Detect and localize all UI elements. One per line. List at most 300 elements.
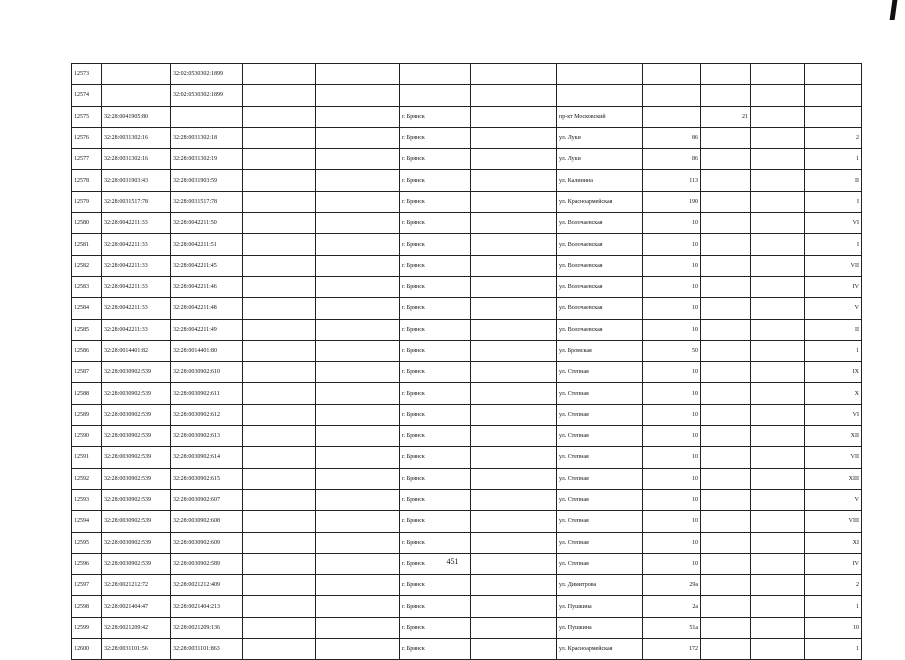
- cell-record-number: 12599: [72, 617, 102, 638]
- cell-house-number: 10: [643, 426, 701, 447]
- cell-city: г. Брянск: [400, 617, 471, 638]
- cell-col-5: [316, 340, 400, 361]
- cell-col-4: [243, 149, 316, 170]
- cell-col-5: [316, 234, 400, 255]
- cell-col-4: [243, 276, 316, 297]
- cell-col-5: [316, 127, 400, 148]
- cell-premises-number: 1: [805, 340, 862, 361]
- cell-house-number: 10: [643, 383, 701, 404]
- cell-col-4: [243, 617, 316, 638]
- cell-parent-cadastral-number: 32:28:0041905:80: [102, 106, 171, 127]
- cell-col-5: [316, 276, 400, 297]
- table-row: [72, 532, 862, 553]
- cell-col-7: [471, 276, 557, 297]
- cell-parent-cadastral-number: 32:28:0031101:56: [102, 639, 171, 660]
- cell-premises-number: [805, 64, 862, 85]
- cell-city: [400, 85, 471, 106]
- cell-col-7: [471, 447, 557, 468]
- cell-parent-cadastral-number: 32:28:0021209:42: [102, 617, 171, 638]
- cell-record-number: 12597: [72, 575, 102, 596]
- cell-col-7: [471, 170, 557, 191]
- cell-parent-cadastral-number: 32:28:0030902:539: [102, 532, 171, 553]
- cell-col-5: [316, 149, 400, 170]
- cell-house-number: 86: [643, 149, 701, 170]
- cell-house-number: 190: [643, 191, 701, 212]
- cell-col-4: [243, 255, 316, 276]
- cell-col-4: [243, 64, 316, 85]
- cell-col-11: [751, 149, 805, 170]
- cell-record-number: 12576: [72, 127, 102, 148]
- cell-premises-number: 1: [805, 639, 862, 660]
- cell-record-number: 12593: [72, 489, 102, 510]
- cell-cadastral-number: 32:28:0030902:611: [171, 383, 243, 404]
- cell-parent-cadastral-number: 32:28:0030902:539: [102, 553, 171, 574]
- cell-cadastral-number: 32:28:0042211:51: [171, 234, 243, 255]
- cell-parent-cadastral-number: 32:28:0030902:539: [102, 383, 171, 404]
- cell-city: г. Брянск: [400, 127, 471, 148]
- cell-record-number: 12590: [72, 426, 102, 447]
- cell-cadastral-number: 32:28:0030902:612: [171, 404, 243, 425]
- cell-city: г. Брянск: [400, 468, 471, 489]
- cell-building-number: [701, 383, 751, 404]
- cell-cadastral-number: 32:02:0530302:1899: [171, 85, 243, 106]
- cell-col-7: [471, 298, 557, 319]
- cell-record-number: 12584: [72, 298, 102, 319]
- cell-building-number: [701, 426, 751, 447]
- cell-col-4: [243, 191, 316, 212]
- cell-col-4: [243, 127, 316, 148]
- cell-premises-number: VI: [805, 213, 862, 234]
- cell-cadastral-number: 32:28:0031903:59: [171, 170, 243, 191]
- cell-col-4: [243, 319, 316, 340]
- cell-premises-number: 2: [805, 575, 862, 596]
- table-row: [72, 617, 862, 638]
- cell-street: ул. Димитрова: [557, 575, 643, 596]
- cell-building-number: [701, 489, 751, 510]
- cell-col-5: [316, 617, 400, 638]
- cell-city: г. Брянск: [400, 639, 471, 660]
- cell-parent-cadastral-number: 32:28:0021212:72: [102, 575, 171, 596]
- cell-col-4: [243, 362, 316, 383]
- cell-premises-number: XIII: [805, 468, 862, 489]
- cell-cadastral-number: 32:28:0031302:18: [171, 127, 243, 148]
- cell-col-11: [751, 404, 805, 425]
- cell-house-number: 10: [643, 468, 701, 489]
- cell-cadastral-number: 32:28:0030902:614: [171, 447, 243, 468]
- cell-building-number: [701, 64, 751, 85]
- cell-cadastral-number: 32:28:0030902:609: [171, 532, 243, 553]
- cell-premises-number: II: [805, 319, 862, 340]
- cell-city: г. Брянск: [400, 191, 471, 212]
- cell-street: ул. Степная: [557, 404, 643, 425]
- cell-record-number: 12582: [72, 255, 102, 276]
- cell-col-7: [471, 213, 557, 234]
- cell-house-number: [643, 106, 701, 127]
- cell-premises-number: [805, 85, 862, 106]
- cell-house-number: 10: [643, 447, 701, 468]
- cell-street: ул. Волочаевская: [557, 319, 643, 340]
- cell-col-4: [243, 106, 316, 127]
- cell-col-5: [316, 106, 400, 127]
- cell-col-5: [316, 596, 400, 617]
- cell-cadastral-number: 32:28:0042211:50: [171, 213, 243, 234]
- table-row: [72, 170, 862, 191]
- cell-col-11: [751, 511, 805, 532]
- cell-col-7: [471, 404, 557, 425]
- cell-record-number: 12573: [72, 64, 102, 85]
- cell-record-number: 12596: [72, 553, 102, 574]
- cell-col-5: [316, 64, 400, 85]
- cell-street: ул. Степная: [557, 532, 643, 553]
- cell-street: [557, 64, 643, 85]
- cell-col-4: [243, 489, 316, 510]
- cell-col-7: [471, 255, 557, 276]
- cell-col-11: [751, 383, 805, 404]
- cell-col-4: [243, 404, 316, 425]
- cell-street: ул. Волочаевская: [557, 213, 643, 234]
- cell-col-11: [751, 234, 805, 255]
- cell-city: г. Брянск: [400, 362, 471, 383]
- cell-building-number: [701, 213, 751, 234]
- cell-house-number: 2а: [643, 596, 701, 617]
- cell-city: г. Брянск: [400, 319, 471, 340]
- cell-col-7: [471, 532, 557, 553]
- cell-cadastral-number: 32:28:0031517:78: [171, 191, 243, 212]
- cell-parent-cadastral-number: 32:28:0031903:43: [102, 170, 171, 191]
- cell-record-number: 12574: [72, 85, 102, 106]
- cell-street: ул. Красноармейская: [557, 191, 643, 212]
- cell-city: г. Брянск: [400, 255, 471, 276]
- cell-col-7: [471, 511, 557, 532]
- table-row: [72, 234, 862, 255]
- cell-record-number: 12591: [72, 447, 102, 468]
- table-row: [72, 639, 862, 660]
- cell-premises-number: V: [805, 298, 862, 319]
- cell-col-11: [751, 276, 805, 297]
- cell-col-7: [471, 85, 557, 106]
- cell-building-number: [701, 234, 751, 255]
- cell-col-7: [471, 127, 557, 148]
- cell-building-number: [701, 170, 751, 191]
- cell-cadastral-number: 32:28:0021404:213: [171, 596, 243, 617]
- cell-parent-cadastral-number: 32:28:0042211:33: [102, 298, 171, 319]
- cell-col-7: [471, 639, 557, 660]
- cell-city: г. Брянск: [400, 489, 471, 510]
- cell-street: ул. Волочаевская: [557, 234, 643, 255]
- cell-col-4: [243, 298, 316, 319]
- table-row: [72, 127, 862, 148]
- table-row: [72, 362, 862, 383]
- cadastral-table: [71, 63, 862, 660]
- cell-street: ул. Пушкина: [557, 617, 643, 638]
- cell-col-5: [316, 255, 400, 276]
- cell-col-4: [243, 170, 316, 191]
- cell-col-11: [751, 255, 805, 276]
- cell-street: пр-кт Московский: [557, 106, 643, 127]
- cell-building-number: [701, 404, 751, 425]
- cell-col-11: [751, 213, 805, 234]
- cell-premises-number: 10: [805, 617, 862, 638]
- cell-col-7: [471, 191, 557, 212]
- cell-record-number: 12580: [72, 213, 102, 234]
- cell-building-number: [701, 255, 751, 276]
- cell-parent-cadastral-number: 32:28:0030902:539: [102, 511, 171, 532]
- table-row: [72, 489, 862, 510]
- cell-cadastral-number: 32:02:0530302:1899: [171, 64, 243, 85]
- cell-building-number: [701, 298, 751, 319]
- table-row: [72, 276, 862, 297]
- cell-record-number: 12581: [72, 234, 102, 255]
- cell-col-4: [243, 383, 316, 404]
- cell-col-5: [316, 383, 400, 404]
- cell-col-11: [751, 596, 805, 617]
- cell-street: ул. Степная: [557, 511, 643, 532]
- cell-col-5: [316, 298, 400, 319]
- cell-building-number: [701, 468, 751, 489]
- cell-street: ул. Степная: [557, 553, 643, 574]
- cell-street: ул. Волочаевская: [557, 255, 643, 276]
- cell-street: ул. Красноармейская: [557, 639, 643, 660]
- cell-col-7: [471, 106, 557, 127]
- cell-premises-number: IX: [805, 362, 862, 383]
- cell-col-7: [471, 319, 557, 340]
- cell-record-number: 12598: [72, 596, 102, 617]
- table-row: [72, 191, 862, 212]
- cell-house-number: 29а: [643, 575, 701, 596]
- cell-building-number: [701, 127, 751, 148]
- cell-col-4: [243, 234, 316, 255]
- cell-col-7: [471, 426, 557, 447]
- cell-col-5: [316, 404, 400, 425]
- cell-col-5: [316, 532, 400, 553]
- cell-building-number: [701, 362, 751, 383]
- cell-col-5: [316, 575, 400, 596]
- cell-city: г. Брянск: [400, 596, 471, 617]
- cell-record-number: 12589: [72, 404, 102, 425]
- cell-house-number: 10: [643, 255, 701, 276]
- cell-col-5: [316, 511, 400, 532]
- cell-house-number: 10: [643, 234, 701, 255]
- cell-col-11: [751, 319, 805, 340]
- cell-city: г. Брянск: [400, 276, 471, 297]
- cell-col-11: [751, 106, 805, 127]
- cell-col-11: [751, 85, 805, 106]
- cell-street: ул. Степная: [557, 447, 643, 468]
- cell-col-7: [471, 64, 557, 85]
- cell-cadastral-number: [171, 106, 243, 127]
- table-row: [72, 106, 862, 127]
- cell-city: г. Брянск: [400, 340, 471, 361]
- cell-col-5: [316, 447, 400, 468]
- cell-record-number: 12577: [72, 149, 102, 170]
- cell-cadastral-number: 32:28:0030902:607: [171, 489, 243, 510]
- cell-col-5: [316, 85, 400, 106]
- table-row: [72, 340, 862, 361]
- cell-parent-cadastral-number: 32:28:0030902:539: [102, 426, 171, 447]
- cell-col-11: [751, 468, 805, 489]
- page-number: 451: [446, 557, 459, 566]
- cell-col-4: [243, 596, 316, 617]
- table-row: [72, 149, 862, 170]
- cell-col-11: [751, 575, 805, 596]
- cell-parent-cadastral-number: 32:28:0042211:33: [102, 255, 171, 276]
- cell-parent-cadastral-number: 32:28:0021404:47: [102, 596, 171, 617]
- cell-cadastral-number: 32:28:0042211:49: [171, 319, 243, 340]
- cell-col-5: [316, 468, 400, 489]
- cell-house-number: 10: [643, 489, 701, 510]
- cell-city: г. Брянск: [400, 298, 471, 319]
- cell-house-number: 10: [643, 553, 701, 574]
- cell-city: г. Брянск: [400, 553, 471, 574]
- cell-city: г. Брянск: [400, 106, 471, 127]
- cell-premises-number: IV: [805, 553, 862, 574]
- table-row: [72, 596, 862, 617]
- table-body: [72, 64, 862, 660]
- cell-house-number: 10: [643, 404, 701, 425]
- cell-premises-number: II: [805, 170, 862, 191]
- table-row: [72, 575, 862, 596]
- cell-col-5: [316, 191, 400, 212]
- cell-parent-cadastral-number: 32:28:0042211:33: [102, 319, 171, 340]
- cell-house-number: 10: [643, 276, 701, 297]
- cell-record-number: 12594: [72, 511, 102, 532]
- cell-street: [557, 85, 643, 106]
- cell-col-11: [751, 191, 805, 212]
- cell-cadastral-number: 32:28:0031302:19: [171, 149, 243, 170]
- cell-col-5: [316, 213, 400, 234]
- cell-record-number: 12575: [72, 106, 102, 127]
- cell-street: ул. Волочаевская: [557, 276, 643, 297]
- cell-cadastral-number: 32:28:0030902:589: [171, 553, 243, 574]
- cell-parent-cadastral-number: 32:28:0030902:539: [102, 447, 171, 468]
- cell-building-number: [701, 447, 751, 468]
- cell-col-5: [316, 170, 400, 191]
- cell-col-5: [316, 426, 400, 447]
- cell-col-11: [751, 447, 805, 468]
- cell-building-number: [701, 85, 751, 106]
- cell-cadastral-number: 32:28:0021212:409: [171, 575, 243, 596]
- cell-street: ул. Волочаевская: [557, 298, 643, 319]
- cell-col-7: [471, 617, 557, 638]
- cell-col-11: [751, 127, 805, 148]
- cell-col-11: [751, 340, 805, 361]
- cell-record-number: 12578: [72, 170, 102, 191]
- table-row: [72, 85, 862, 106]
- cell-premises-number: 2: [805, 127, 862, 148]
- cell-col-4: [243, 340, 316, 361]
- cell-record-number: 12585: [72, 319, 102, 340]
- cell-parent-cadastral-number: 32:28:0031517:78: [102, 191, 171, 212]
- table-row: [72, 383, 862, 404]
- cell-house-number: 172: [643, 639, 701, 660]
- cell-col-7: [471, 362, 557, 383]
- cell-col-4: [243, 468, 316, 489]
- table-row: [72, 468, 862, 489]
- cell-city: г. Брянск: [400, 404, 471, 425]
- cell-house-number: 10: [643, 213, 701, 234]
- cell-col-11: [751, 489, 805, 510]
- cell-city: г. Брянск: [400, 426, 471, 447]
- cell-col-11: [751, 170, 805, 191]
- cell-premises-number: 1: [805, 596, 862, 617]
- cell-record-number: 12579: [72, 191, 102, 212]
- cell-parent-cadastral-number: 32:28:0031302:16: [102, 149, 171, 170]
- table-row: [72, 426, 862, 447]
- cell-col-7: [471, 234, 557, 255]
- cell-house-number: 10: [643, 319, 701, 340]
- cell-city: г. Брянск: [400, 511, 471, 532]
- cell-premises-number: VI: [805, 404, 862, 425]
- table-row: [72, 404, 862, 425]
- table-row: [72, 298, 862, 319]
- cell-parent-cadastral-number: [102, 85, 171, 106]
- cell-house-number: 10: [643, 298, 701, 319]
- cell-col-4: [243, 511, 316, 532]
- cell-col-4: [243, 639, 316, 660]
- cell-record-number: 12595: [72, 532, 102, 553]
- cell-col-4: [243, 85, 316, 106]
- cell-col-7: [471, 149, 557, 170]
- cell-col-5: [316, 319, 400, 340]
- cell-cadastral-number: 32:28:0030902:608: [171, 511, 243, 532]
- cell-cadastral-number: 32:28:0031101:863: [171, 639, 243, 660]
- cell-cadastral-number: 32:28:0042211:45: [171, 255, 243, 276]
- cell-house-number: 50: [643, 340, 701, 361]
- cell-parent-cadastral-number: 32:28:0030902:539: [102, 468, 171, 489]
- cell-street: ул. Степная: [557, 426, 643, 447]
- cell-record-number: 12583: [72, 276, 102, 297]
- cell-building-number: [701, 191, 751, 212]
- cell-street: ул. Луки: [557, 149, 643, 170]
- table-row: [72, 511, 862, 532]
- scan-edge-mark: [890, 0, 898, 20]
- cell-col-11: [751, 64, 805, 85]
- cell-street: ул. Луки: [557, 127, 643, 148]
- cell-parent-cadastral-number: 32:28:0030902:539: [102, 362, 171, 383]
- cell-city: [400, 64, 471, 85]
- cell-house-number: 10: [643, 511, 701, 532]
- cell-premises-number: VII: [805, 255, 862, 276]
- cell-city: г. Брянск: [400, 213, 471, 234]
- cell-col-5: [316, 362, 400, 383]
- cell-col-7: [471, 340, 557, 361]
- cell-parent-cadastral-number: [102, 64, 171, 85]
- cell-col-11: [751, 362, 805, 383]
- cell-building-number: [701, 575, 751, 596]
- cell-street: ул. Калинина: [557, 170, 643, 191]
- cell-city: г. Брянск: [400, 383, 471, 404]
- cell-col-4: [243, 426, 316, 447]
- cell-premises-number: [805, 106, 862, 127]
- table-row: [72, 213, 862, 234]
- cell-building-number: [701, 149, 751, 170]
- cell-building-number: [701, 617, 751, 638]
- cell-premises-number: XI: [805, 532, 862, 553]
- cell-col-11: [751, 639, 805, 660]
- cell-cadastral-number: 32:28:0042211:46: [171, 276, 243, 297]
- cell-house-number: 113: [643, 170, 701, 191]
- cell-street: ул. Степная: [557, 383, 643, 404]
- cell-street: ул. Степная: [557, 362, 643, 383]
- cell-premises-number: IV: [805, 276, 862, 297]
- cell-building-number: 21: [701, 106, 751, 127]
- cell-parent-cadastral-number: 32:28:0042211:33: [102, 234, 171, 255]
- cell-city: г. Брянск: [400, 447, 471, 468]
- table-row: [72, 447, 862, 468]
- cell-parent-cadastral-number: 32:28:0030902:539: [102, 404, 171, 425]
- table-row: [72, 255, 862, 276]
- cell-building-number: [701, 276, 751, 297]
